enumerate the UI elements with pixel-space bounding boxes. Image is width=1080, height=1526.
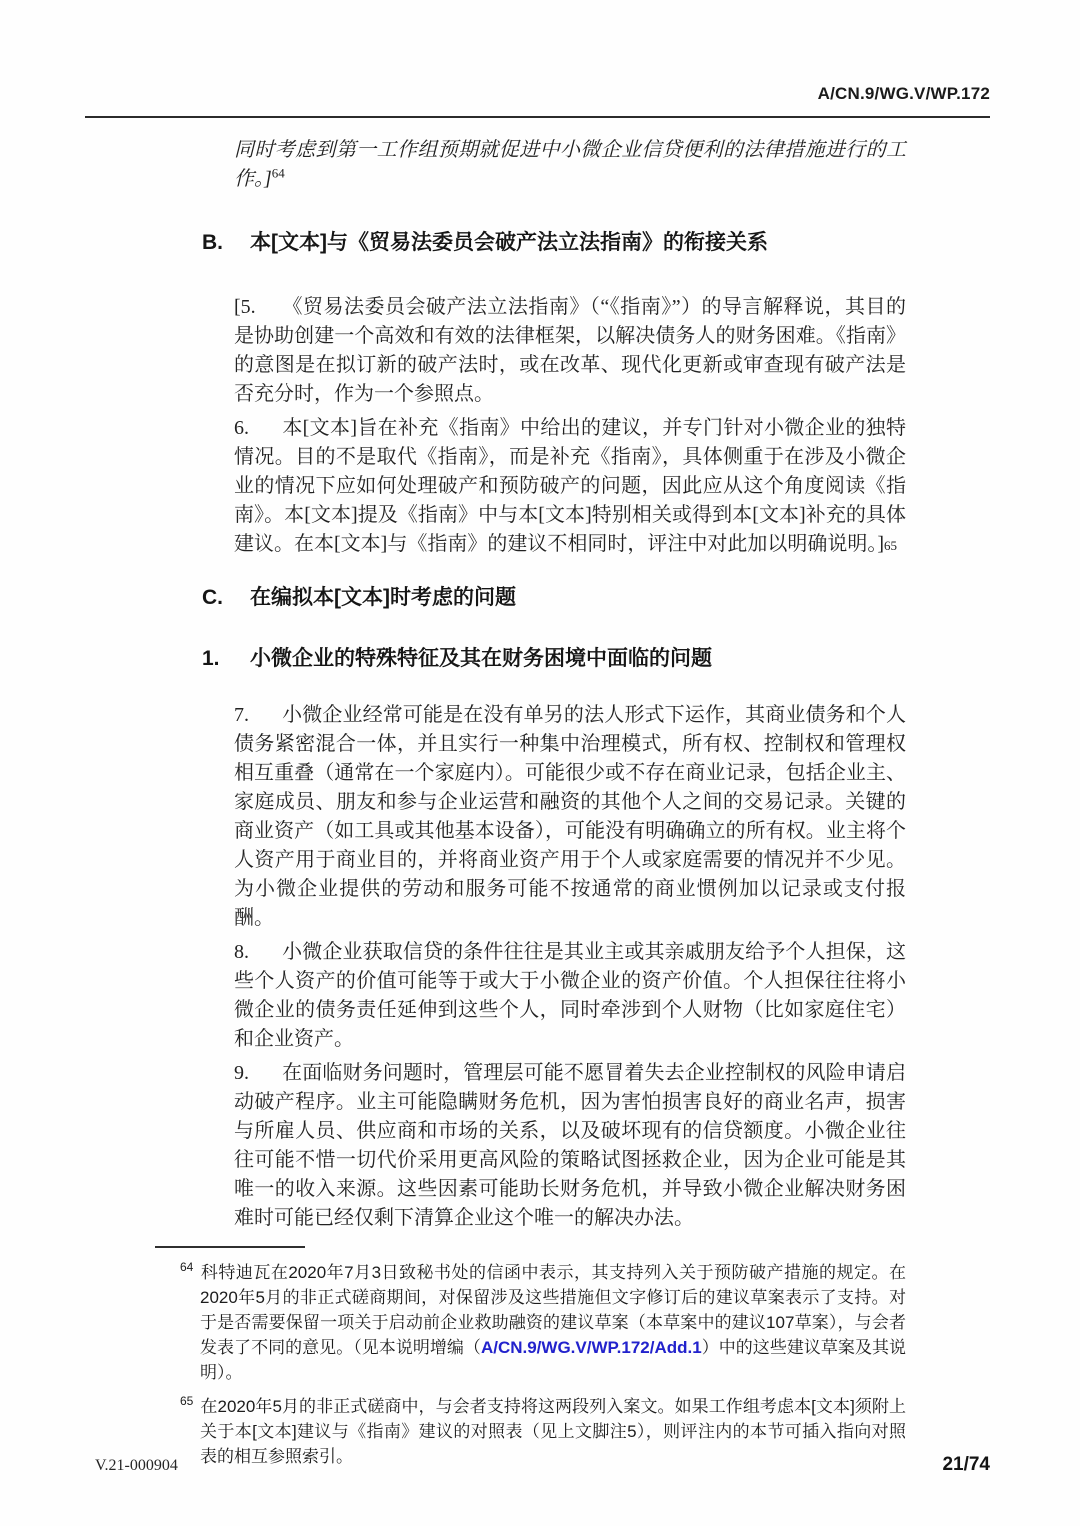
- footnote-separator: [155, 1246, 305, 1248]
- paragraph-number: [5.: [234, 296, 256, 318]
- subsection-title: 小微企业的特殊特征及其在财务困境中面临的问题: [250, 647, 712, 670]
- footnote-ref-65: 65: [883, 538, 897, 553]
- paragraph-number: 8.: [234, 941, 249, 963]
- footnote-marker: 65: [180, 1394, 194, 1409]
- paragraph-text: 《贸易法委员会破产法立法指南》（“《指南》”）的导言解释说，其目的是协助创建一个高效和有效的法律框架，以解决债务人的财务困难。《指南》的意图是在拟订新的破产法时，或在改革、现代化更新或审查现有破产法是否充分时，作为一个参照点。: [234, 296, 906, 405]
- footnotes-section: [180, 1246, 906, 1478]
- paragraph-9: [234, 1059, 906, 1233]
- job-number: V.21-000904: [95, 1457, 178, 1474]
- subsection-label: 1.: [202, 647, 220, 670]
- section-title: 在编拟本[文本]时考虑的问题: [250, 586, 516, 609]
- subsection-heading-1: [202, 644, 906, 673]
- footnote-text: ）中的这些建议草案及其说明）。: [200, 1338, 907, 1382]
- section-title: 本[文本]与《贸易法委员会破产法立法指南》的衔接关系: [250, 231, 768, 254]
- footnote-marker: 64: [180, 1260, 194, 1275]
- quote-text: 同时考虑到第一工作组预期就促进中小微企业信贷便利的法律措施进行的工作。]: [234, 139, 906, 190]
- page-number: 21/74: [942, 1454, 990, 1475]
- quoted-draft-paragraph: [234, 136, 906, 194]
- document-symbol: A/CN.9/WG.V/WP.172: [817, 84, 990, 103]
- header-rule: [85, 116, 990, 118]
- section-heading-c: [202, 583, 906, 612]
- paragraph-6: [234, 414, 906, 559]
- paragraph-8: [234, 938, 906, 1054]
- paragraph-text: 小微企业经常可能是在没有单另的法人形式下运作，其商业债务和个人债务紧密混合一体，并且实行一种集中治理模式，所有权、控制权和管理权相互重叠（通常在一个家庭内）。可能很少或不存在商业记录，包括企业主、家庭成员、朋友和参与企业运营和融资的其他个人之间的交易记录。关键的商业资产（如工具或其他基本设备），可能没有明确确立的所有权。业主将个人资产用于商业目的，并将商业资产用于个人或家庭需要的情况并不少见。为小微企业提供的劳动和服务可能不按通常的商业惯例加以记录或支付报酬。: [234, 704, 906, 929]
- section-label: B.: [202, 231, 223, 254]
- footnote-text: 在2020年5月的非正式磋商中，与会者支持将这两段列入案文。如果工作组考虑本[文本]须附上关于本[文本]建议与《指南》建议的对照表（见上文脚注5），则评注内的本节可插入指向对照表的相互参照索引。: [200, 1397, 906, 1466]
- footnote-65: [180, 1394, 906, 1469]
- section-heading-b: [202, 228, 906, 257]
- paragraph-number: 7.: [234, 704, 249, 726]
- document-link[interactable]: A/CN.9/WG.V/WP.172/Add.1: [480, 1338, 702, 1357]
- paragraph-text: 本[文本]旨在补充《指南》中给出的建议，并专门针对小微企业的独特情况。目的不是取代《指南》，而是补充《指南》，具体侧重于在涉及小微企业的情况下应如何处理破产和预防破产的问题，因此应从这个角度阅读《指南》。本[文本]提及《指南》中与本[文本]特别相关或得到本[文本]补充的具体建议。在本[文本]与《指南》的建议不相同时，评注中对此加以明确说明。]: [234, 417, 906, 555]
- document-body: [202, 136, 906, 1238]
- section-label: C.: [202, 586, 223, 609]
- paragraph-number: 6.: [234, 417, 249, 439]
- footnote-text: 科特迪瓦在2020年7月3日致秘书处的信函中表示，其支持列入关于预防破产措施的规定。在2020年5月的非正式磋商期间，对保留涉及这些措施但文字修订后的建议草案表示了支持。对于是否需要保留一项关于启动前企业救助融资的建议草案（本草案中的建议107草案），与会者发表了不同的意见。（见本说明增编（: [200, 1263, 906, 1357]
- footnote-64: [180, 1260, 906, 1385]
- paragraph-number: 9.: [234, 1062, 249, 1084]
- paragraph-text: 在面临财务问题时，管理层可能不愿冒着失去企业控制权的风险申请启动破产程序。业主可能隐瞒财务危机，因为害怕损害良好的商业名声，损害与所雇人员、供应商和市场的关系，以及破坏现有的信贷额度。小微企业往往可能不惜一切代价采用更高风险的策略试图拯救企业，因为企业可能是其唯一的收入来源。这些因素可能助长财务危机，并导致小微企业解决财务困难时可能已经仅剩下清算企业这个唯一的解决办法。: [234, 1062, 906, 1229]
- paragraph-7: [234, 701, 906, 933]
- paragraph-5: [234, 293, 906, 409]
- paragraph-text: 小微企业获取信贷的条件往往是其业主或其亲戚朋友给予个人担保，这些个人资产的价值可能等于或大于小微企业的资产价值。个人担保往往将小微企业的债务责任延伸到这些个人，同时牵涉到个人财物（比如家庭住宅）和企业资产。: [234, 941, 906, 1050]
- footnote-ref-64: 64: [271, 165, 285, 181]
